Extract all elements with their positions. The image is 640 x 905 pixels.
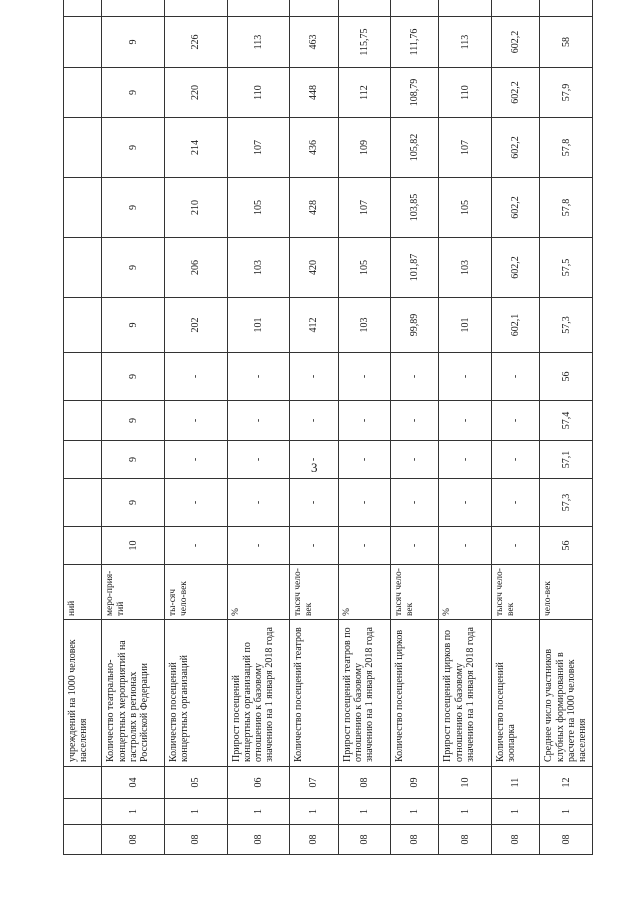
page-number: 3 xyxy=(311,460,318,475)
rotated-page xyxy=(63,27,593,855)
indicator-name: Прирост посещений цирков по отношению к базовому значению на 1 января 2018 года xyxy=(439,620,491,767)
table-row: 08 1 04 Количество театрально-концертных мероприятий на гастролях в регионах Российской Федерации меро-прия-тий 10 9 9 9 9 9 9 9 9 9 9 xyxy=(102,0,165,855)
unit: % xyxy=(338,565,390,620)
indicator-name: Прирост посещений театров по отношению к базовому значению на 1 января 2018 года xyxy=(338,620,390,767)
unit: ты-сяч чело-век xyxy=(164,565,227,620)
indicator-name: Среднее число участников клубных формирований в расчете на 1000 человек населения xyxy=(540,620,593,767)
unit: тысяч чело-век xyxy=(491,565,539,620)
indicator-name: Количество посещений театров xyxy=(290,620,338,767)
unit: ний xyxy=(64,565,102,620)
unit: чело-век xyxy=(540,565,593,620)
table-row: 08 1 11 Количество посещений зоопарка тысяч чело-век - - - - - 602,1 602,2 602,2 602,2 602,2 602,2 xyxy=(491,0,539,855)
indicator-name: Количество театрально-концертных мероприятий на гастролях в регионах Российской Федерации xyxy=(102,620,165,767)
indicator-name: учреждений на 1000 человек населения xyxy=(64,620,102,767)
indicator-name: Прирост посещений концертных организаций по отношению к базовому значению на 1 января 2018 года xyxy=(227,620,290,767)
indicator-name: Количество посещений цирков xyxy=(391,620,439,767)
table-row: 08 1 06 Прирост посещений концертных организаций по отношению к базовому значению на 1 января 2018 года % - - - - - 101 103 105 107 110 113 xyxy=(227,0,290,855)
table-row: 08 1 09 Количество посещений цирков тысяч чело-век - - - - - 99,89 101,87 103,85 105,82 108,79 111,76 xyxy=(391,0,439,855)
indicator-name: Количество посещений концертных организаций xyxy=(164,620,227,767)
table-row: 08 1 07 Количество посещений театров тысяч чело-век - - - - - 412 420 428 436 448 463 xyxy=(290,0,338,855)
unit: тысяч чело-век xyxy=(391,565,439,620)
unit: % xyxy=(439,565,491,620)
table-row: 08 1 08 Прирост посещений театров по отношению к базовому значению на 1 января 2018 года % - - - - - 103 105 107 109 112 115,75 xyxy=(338,0,390,855)
indicator-name: Количество посещений зоопарка xyxy=(491,620,539,767)
table-row: 08 1 10 Прирост посещений цирков по отношению к базовому значению на 1 января 2018 года % - - - - - 101 103 105 107 110 113 xyxy=(439,0,491,855)
indicators-table xyxy=(63,0,593,855)
table-row: 08 1 12 Среднее число участников клубных формирований в расчете на 1000 человек населения чело-век 56 57,3 57,1 57,4 56 57,3 57,5 57,8 57,8 57,9 58 xyxy=(540,0,593,855)
unit: % xyxy=(227,565,290,620)
unit: меро-прия-тий xyxy=(102,565,165,620)
unit: тысяч чело-век xyxy=(290,565,338,620)
table-row: 08 1 05 Количество посещений концертных организаций ты-сяч чело-век - - - - - 202 206 210 214 220 226 xyxy=(164,0,227,855)
table-row xyxy=(64,0,102,855)
